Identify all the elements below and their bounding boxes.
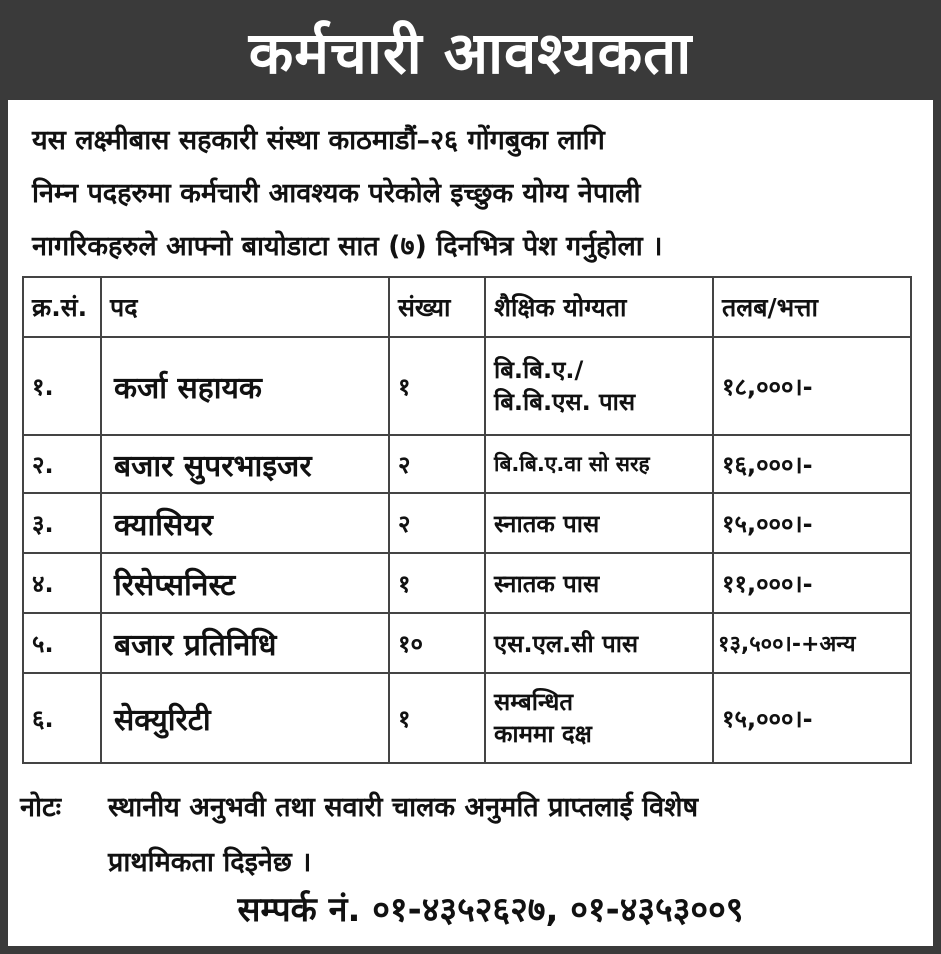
row-qualification: स्नातक पास [485,493,713,553]
row-serial: २. [23,435,101,493]
row-count: १ [389,673,485,763]
header-qualification: शैक्षिक योग्यता [485,277,713,337]
row-salary: १५,०००।- [713,673,911,763]
row-salary: ११,०००।- [713,553,911,613]
note-line: स्थानीय अनुभवी तथा सवारी चालक अनुमति प्राप्तलाई विशेष [108,792,699,823]
header-banner [0,0,941,100]
row-salary: १३,५००।-+अन्य [713,613,911,673]
header-count: संख्या [389,277,485,337]
intro-paragraph [32,114,912,273]
row-count: १० [389,613,485,673]
qualification-line: बि.बि.एस. पास [494,388,636,416]
row-salary: १८,०००।- [713,337,911,435]
table-row [23,553,911,613]
row-post: कर्जा सहायक [101,337,389,435]
intro-line: निम्न पदहरुमा कर्मचारी आवश्यक परेकोले इच्छुक योग्य नेपाली [32,178,641,209]
contact-numbers: सम्पर्क नं. ०१-४३५२६२७, ०१-४३५३००९ [237,890,744,930]
qualification-line: काममा दक्ष [494,720,592,748]
note-line: प्राथमिकता दिइनेछ । [108,847,312,878]
row-serial: ६. [23,673,101,763]
row-post: सेक्युरिटी [101,673,389,763]
row-qualification: बि.बि.ए.वा सो सरह [485,435,713,493]
table-row [23,613,911,673]
qualification-line: बि.बि.ए./ [494,356,584,384]
row-qualification: स्नातक पास [485,553,713,613]
row-serial: १. [23,337,101,435]
row-post: क्यासियर [101,493,389,553]
table-header-row [23,277,911,337]
row-post: रिसेप्सनिस्ट [101,553,389,613]
row-qualification [485,337,713,435]
row-salary: १६,०००।- [713,435,911,493]
table-row [23,337,911,435]
note-text [108,780,898,890]
row-salary: १५,०००।- [713,493,911,553]
row-count: १ [389,337,485,435]
table-row [23,435,911,493]
row-serial: ४. [23,553,101,613]
note-label: नोटः [20,792,62,823]
row-count: २ [389,493,485,553]
notice-title: कर्मचारी आवश्यकता [248,18,693,87]
row-post: बजार प्रतिनिधि [101,613,389,673]
row-qualification [485,673,713,763]
row-count: १ [389,553,485,613]
header-salary: तलब/भत्ता [713,277,911,337]
row-qualification: एस.एल.सी पास [485,613,713,673]
header-post: पद [101,277,389,337]
intro-line: नागरिकहरुले आफ्नो बायोडाटा सात (७) दिनभित्र पेश गर्नुहोला । [32,231,663,262]
row-post: बजार सुपरभाइजर [101,435,389,493]
vacancy-table [22,276,912,764]
qualification-line: सम्बन्धित [494,688,574,716]
table-row [23,493,911,553]
table-row [23,673,911,763]
row-count: २ [389,435,485,493]
row-serial: ५. [23,613,101,673]
intro-line: यस लक्ष्मीबास सहकारी संस्था काठमाडौं–२६ गोंगबुका लागि [32,125,605,156]
notice-body [8,100,933,946]
header-serial: क्र.सं. [23,277,101,337]
row-serial: ३. [23,493,101,553]
